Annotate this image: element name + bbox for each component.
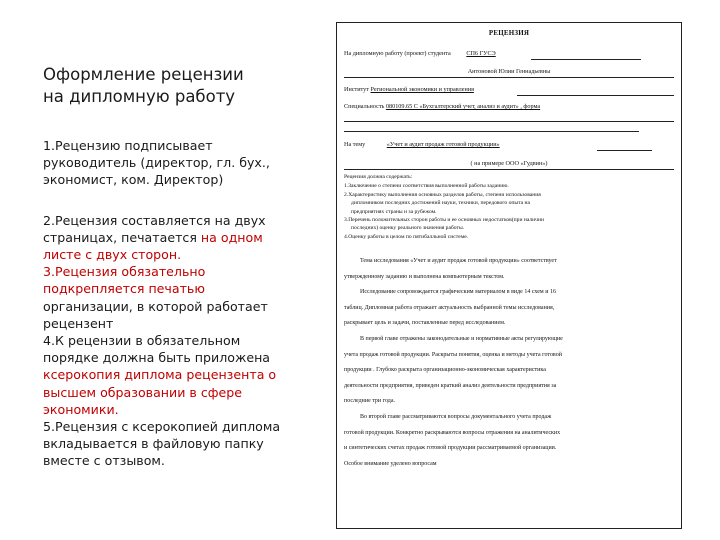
topic-example: ( на примере ООО «Гудвин»)	[470, 160, 548, 167]
specialty-line	[344, 103, 674, 111]
contents-intro: Рецензия должна содержать:	[344, 174, 413, 180]
student-label: На дипломную работу (проект) студента	[344, 50, 451, 57]
contents-item: последних) оценку реального значения работы.	[351, 225, 465, 231]
body-line: последние три года.	[344, 398, 395, 405]
requirement-highlight: ксерокопия диплома рецензента о	[43, 367, 277, 383]
requirement-line: руководитель (директор, гл. бух.,	[43, 155, 270, 171]
requirement-highlight: 3.Рецензия обязательно	[43, 264, 206, 280]
review-body	[344, 255, 674, 471]
underline-rule	[597, 150, 652, 151]
student-group: СП6 ГУСЭ	[466, 50, 496, 57]
contents-item: дипломником последних достижений науки, техники, передового опыта на	[351, 200, 531, 206]
body-line: таблиц. Дипломная работа отражает актуальность выбранной темы исследования,	[344, 304, 555, 311]
requirement-line: 2.Рецензия составляется на двух	[43, 212, 266, 228]
underline-rule	[531, 59, 641, 60]
requirement-1	[43, 137, 318, 189]
slide-title-line: Оформление рецензии	[43, 65, 244, 84]
contents-item: 1.Заключение о степени соответствия выполненной работы заданию.	[344, 183, 509, 189]
contents-item: 4.Оценку работы в целом по пятибалльной системе.	[344, 234, 469, 240]
contents-item: 3.Перечень положительных сторон работы и ее основных недостатков(при наличии	[344, 217, 544, 223]
slide-title	[43, 64, 313, 108]
requirement-text: страницах, печатается	[43, 229, 201, 245]
underline-rule	[344, 169, 674, 170]
requirement-3	[43, 263, 318, 332]
body-line: В первой главе отражены законодательные и нормативные акты регулирующие	[360, 335, 563, 342]
body-line: деятельности предприятия, приведен краткий анализ деятельности предприятия за	[344, 382, 557, 389]
body-line: Тема исследования «Учет и аудит продаж готовой продукции» соответствует	[360, 258, 557, 264]
student-line	[344, 50, 674, 58]
requirement-line	[43, 229, 318, 246]
requirement-highlight: на одном	[200, 229, 263, 245]
topic-value: «Учет и аудит продаж готовой продукции»	[386, 141, 500, 148]
body-line: Особое внимание уделено вопросам	[344, 460, 437, 467]
requirement-5	[43, 418, 318, 470]
requirement-highlight: листе с двух сторон.	[43, 247, 182, 263]
institute-value: Региональной экономики и управления	[370, 86, 474, 93]
body-line: утвержденному заданию и выполнена компьютерным текстом.	[344, 273, 505, 280]
topic-line	[344, 141, 674, 149]
requirement-highlight: высшем образовании в сфере	[43, 384, 243, 400]
slide-title-line: на дипломную работу	[43, 87, 236, 106]
body-line: раскрывает цель и задачи, поставленные перед исследованием.	[344, 320, 506, 327]
specialty-label: Специальность	[344, 103, 385, 110]
requirement-4	[43, 332, 318, 418]
requirement-line: 5.Рецензия с ксерокопией диплома	[43, 419, 281, 435]
student-name: Антоновой Юлии Геннадьевны	[467, 68, 551, 75]
requirement-line: 1.Рецензию подписывает	[43, 138, 213, 153]
requirement-line: вкладывается в файловую папку	[43, 436, 264, 452]
institute-label: Институт	[344, 86, 369, 93]
contents-item: 2.Характеристику выполнения основных разделов работы, степени использования	[344, 192, 541, 198]
review-document-page	[336, 22, 682, 529]
contents-item: предприятиях страны и за рубежом.	[351, 209, 437, 215]
requirement-line: порядке должна быть приложена	[43, 350, 271, 366]
requirements-list	[43, 137, 318, 470]
requirement-line: 4.К рецензии в обязательном	[43, 333, 241, 349]
institute-line	[344, 86, 674, 94]
body-line: учета продаж готовой продукции. Раскрыты понятия, оценка и методы учета готовой	[344, 351, 562, 358]
specialty-value: 080109.65 С «Бухгалтерский учет, анализ и аудит» , форма	[385, 103, 541, 110]
body-line: Во второй главе рассматриваются вопросы документального учета продаж	[360, 413, 552, 420]
requirement-line: организации, в которой работает	[43, 298, 268, 314]
body-line: готовой продукции. Конкретно раскрываются вопросы отражения на аналитических	[344, 429, 561, 436]
underline-rule	[344, 77, 674, 78]
requirement-line: вместе с отзывом.	[43, 453, 165, 469]
requirement-2	[43, 212, 318, 264]
body-line: Исследование сопровождается графическим материалом в виде 14 схем и 16	[360, 289, 556, 296]
requirement-highlight: подкрепляется печатью	[43, 281, 205, 297]
topic-label: На тему	[344, 141, 366, 148]
underline-rule	[344, 131, 639, 132]
body-line: продукции . Глубоко раскрыта организационно-экономическая характеристика	[344, 367, 546, 374]
underline-rule	[344, 121, 674, 122]
document-title: РЕЦЕНЗИЯ	[488, 29, 530, 37]
body-line: и синтетических счетах продаж готовой продукции рассматриваемой организации.	[344, 445, 557, 452]
underline-rule	[517, 95, 674, 96]
requirement-line: экономист, ком. Директор)	[43, 172, 224, 188]
requirement-highlight: экономики.	[43, 401, 119, 417]
requirement-line: рецензент	[43, 315, 114, 331]
